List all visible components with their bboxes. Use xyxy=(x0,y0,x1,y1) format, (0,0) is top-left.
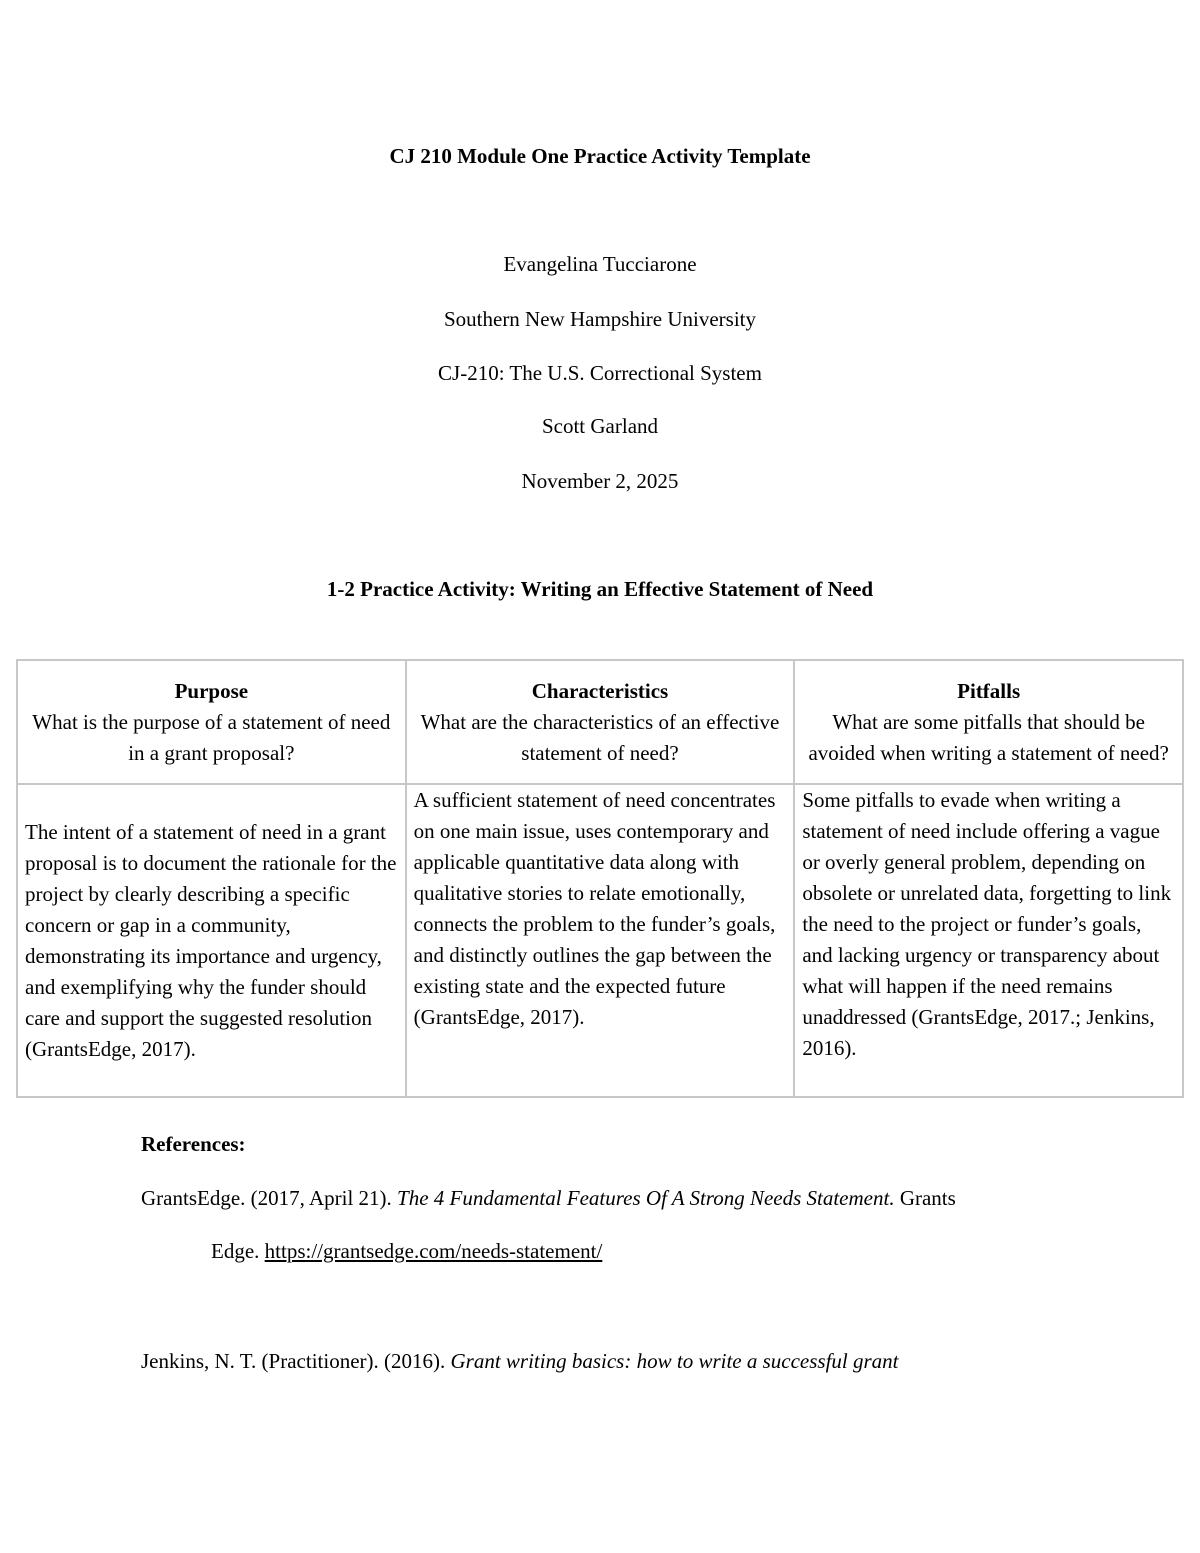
reference-1-title: The 4 Fundamental Features Of A Strong Needs Statement. xyxy=(397,1186,895,1210)
table-answer-row xyxy=(17,784,1183,1097)
references-heading: References: xyxy=(141,1132,246,1156)
reference-1-suffix: Grants xyxy=(894,1186,956,1210)
pitfalls-answer-cell: Some pitfalls to evade when writing a statement of need include offering a vague or overly general problem, depending on obsolete or unrelated data, forgetting to link the need to the project or funder’s goals, and lacking urgency or transparency about what will happen if the need remains unaddressed (GrantsEdge, 2017.; Jenkins, 2016). xyxy=(794,784,1183,1097)
pitfalls-question: What are some pitfalls that should be avoided when writing a statement of need? xyxy=(808,709,1169,765)
reference-2-line-1 xyxy=(141,1348,899,1374)
characteristics-question: What are the characteristics of an effective statement of need? xyxy=(420,709,780,765)
pitfalls-header-cell xyxy=(794,660,1183,784)
reference-1-line-2 xyxy=(211,1238,602,1264)
table-header-row xyxy=(17,660,1183,784)
reference-1-prefix: GrantsEdge. (2017, April 21). xyxy=(141,1186,398,1210)
instructor-name: Scott Garland xyxy=(541,414,659,438)
characteristics-heading: Characteristics xyxy=(531,678,669,703)
document-title: CJ 210 Module One Practice Activity Template xyxy=(389,144,811,168)
purpose-heading: Purpose xyxy=(174,678,249,703)
reference-1-link[interactable]: https://grantsedge.com/needs-statement/ xyxy=(264,1239,603,1263)
author-name: Evangelina Tucciarone xyxy=(503,252,697,276)
reference-1-publisher: Edge. xyxy=(211,1239,265,1263)
course-name: CJ-210: The U.S. Correctional System xyxy=(438,361,762,385)
reference-2-prefix: Jenkins, N. T. (Practitioner). (2016). xyxy=(141,1349,451,1373)
purpose-header-cell xyxy=(17,660,406,784)
purpose-answer-cell: The intent of a statement of need in a grant proposal is to document the rationale for the project by clearly describing a specific concern or gap in a community, demonstrating its importance and urgency, and exemplifying why the funder should care and support the suggested resolution (GrantsEdge, 2017). xyxy=(17,784,406,1097)
purpose-question: What is the purpose of a statement of need in a grant proposal? xyxy=(32,709,391,765)
document-date: November 2, 2025 xyxy=(521,469,679,493)
statement-of-need-table xyxy=(16,659,1184,1098)
characteristics-header-cell xyxy=(406,660,795,784)
reference-2-title: Grant writing basics: how to write a successful grant xyxy=(450,1349,899,1373)
institution-name: Southern New Hampshire University xyxy=(443,307,757,331)
activity-heading: 1-2 Practice Activity: Writing an Effective Statement of Need xyxy=(326,577,874,601)
pitfalls-heading: Pitfalls xyxy=(957,678,1021,703)
characteristics-answer-cell: A sufficient statement of need concentrates on one main issue, uses contemporary and applicable quantitative data along with qualitative stories to relate emotionally, connects the problem to the funder’s goals, and distinctly outlines the gap between the existing state and the expected future (GrantsEdge, 2017). xyxy=(406,784,795,1097)
reference-1-line-1 xyxy=(141,1185,956,1211)
